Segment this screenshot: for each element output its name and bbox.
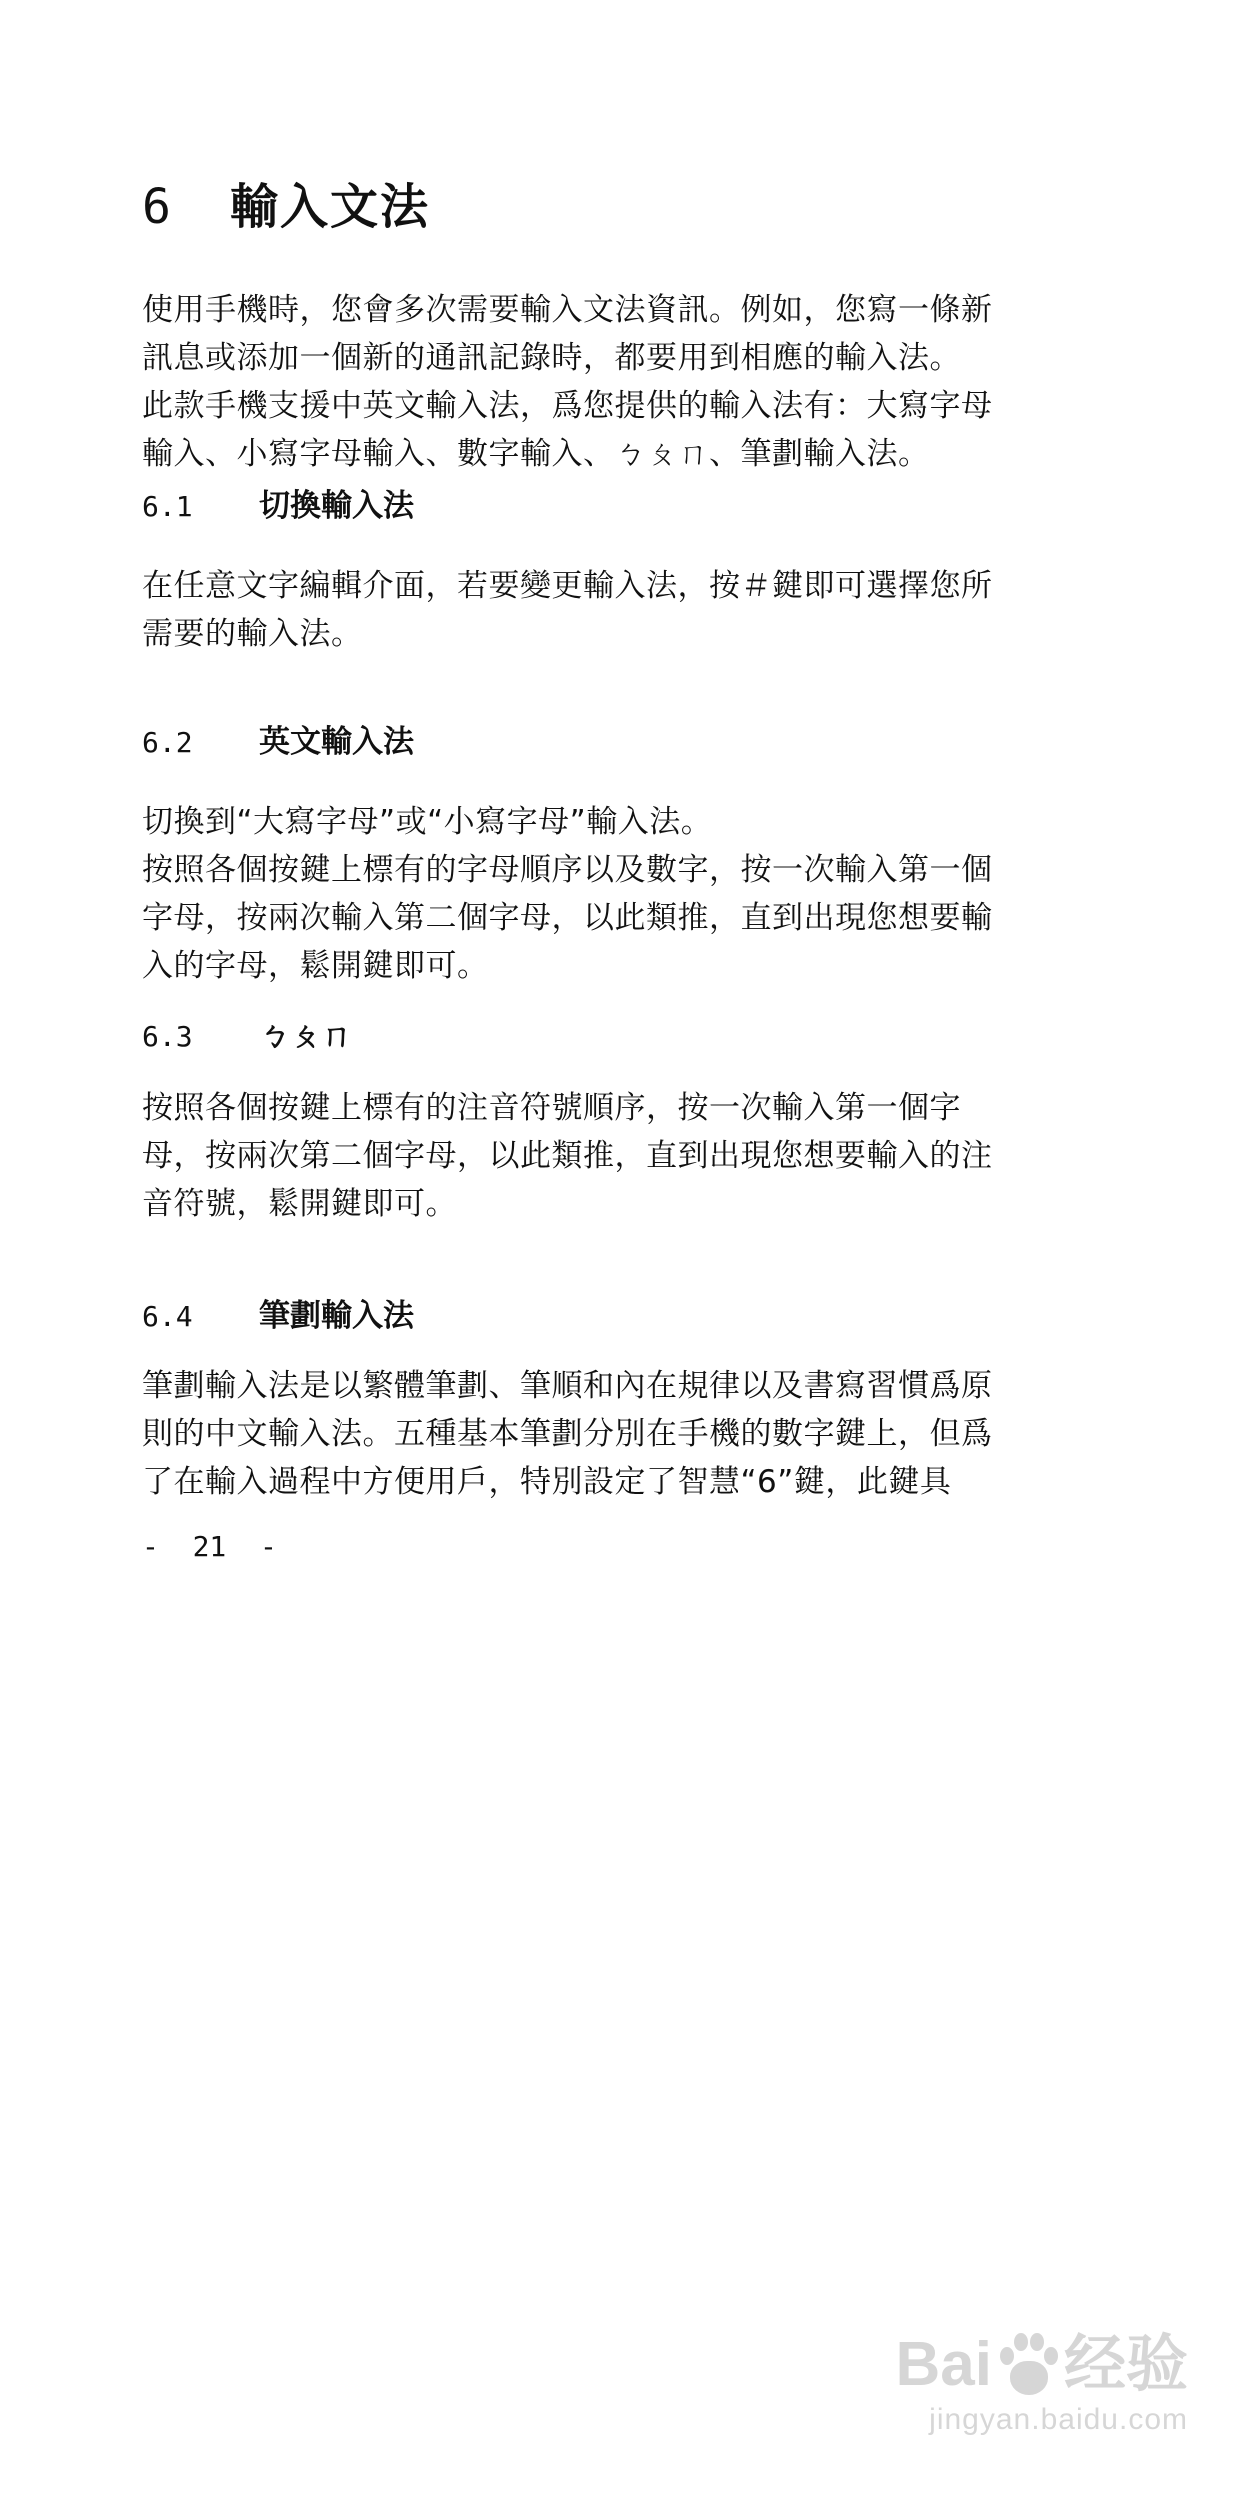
paragraph-line: 入的字母，鬆開鍵即可。 bbox=[142, 948, 489, 984]
section-title: ㄅㄆㄇ bbox=[259, 1018, 352, 1054]
chapter-number: 6 bbox=[142, 179, 173, 235]
page-number: - 21 - bbox=[142, 1530, 277, 1563]
section-heading-6-1 bbox=[142, 480, 414, 525]
paragraph-line: 筆劃輸入法是以繁體筆劃、筆順和內在規律以及書寫習慣爲原 bbox=[142, 1368, 993, 1404]
watermark-brand-right: 经验 bbox=[1063, 2330, 1188, 2399]
section-number: 6.4 bbox=[142, 1300, 193, 1333]
paw-icon bbox=[996, 2333, 1060, 2397]
baidu-jingyan-watermark bbox=[808, 2330, 1188, 2460]
paragraph-line: 了在輸入過程中方便用戶，特別設定了智慧“6”鍵，此鍵具 bbox=[142, 1464, 952, 1500]
paragraph-line: 母，按兩次第二個字母，以此類推，直到出現您想要輸入的注 bbox=[142, 1138, 993, 1174]
paragraph-line: 切換到“大寫字母”或“小寫字母”輸入法。 bbox=[142, 804, 713, 840]
paragraph-line: 在任意文字編輯介面，若要變更輸入法，按＃鍵即可選擇您所 bbox=[142, 568, 993, 604]
section-number: 6.1 bbox=[142, 490, 193, 523]
paragraph-line: 音符號，鬆開鍵即可。 bbox=[142, 1186, 457, 1222]
paragraph-line: 按照各個按鍵上標有的字母順序以及數字，按一次輸入第一個 bbox=[142, 852, 993, 888]
paragraph-line: 則的中文輸入法。五種基本筆劃分別在手機的數字鍵上，但爲 bbox=[142, 1416, 993, 1452]
section-6-4-paragraph bbox=[142, 1362, 1022, 1506]
section-number: 6.3 bbox=[142, 1020, 193, 1053]
paragraph-line: 輸入、小寫字母輸入、數字輸入、ㄅㄆㄇ、筆劃輸入法。 bbox=[142, 436, 930, 472]
paragraph-line: 需要的輸入法。 bbox=[142, 616, 363, 652]
section-title: 切換輸入法 bbox=[259, 488, 414, 524]
section-6-3-paragraph bbox=[142, 1084, 1022, 1228]
paragraph-line: 字母，按兩次輸入第二個字母，以此類推，直到出現您想要輸 bbox=[142, 900, 993, 936]
section-6-2-paragraph bbox=[142, 798, 1022, 990]
section-heading-6-3 bbox=[142, 1010, 352, 1055]
chapter-title-text: 輸入文法 bbox=[230, 179, 431, 235]
watermark-brand bbox=[808, 2330, 1188, 2400]
paragraph-line: 此款手機支援中英文輸入法，爲您提供的輸入法有：大寫字母 bbox=[142, 388, 993, 424]
watermark-url: jingyan.baidu.com bbox=[929, 2403, 1188, 2436]
paragraph-line: 按照各個按鍵上標有的注音符號順序，按一次輸入第一個字 bbox=[142, 1090, 961, 1126]
paragraph-line: 使用手機時，您會多次需要輸入文法資訊。例如，您寫一條新 bbox=[142, 292, 993, 328]
section-title: 英文輸入法 bbox=[259, 724, 414, 760]
section-heading-6-2 bbox=[142, 716, 414, 761]
section-title: 筆劃輸入法 bbox=[259, 1298, 414, 1334]
section-number: 6.2 bbox=[142, 726, 193, 759]
section-6-1-paragraph bbox=[142, 562, 1022, 658]
chapter-title bbox=[142, 168, 430, 237]
paragraph-line: 訊息或添加一個新的通訊記錄時，都要用到相應的輸入法。 bbox=[142, 340, 961, 376]
watermark-brand-left: Bai bbox=[895, 2330, 992, 2399]
intro-paragraph bbox=[142, 286, 1022, 478]
section-heading-6-4 bbox=[142, 1290, 414, 1335]
